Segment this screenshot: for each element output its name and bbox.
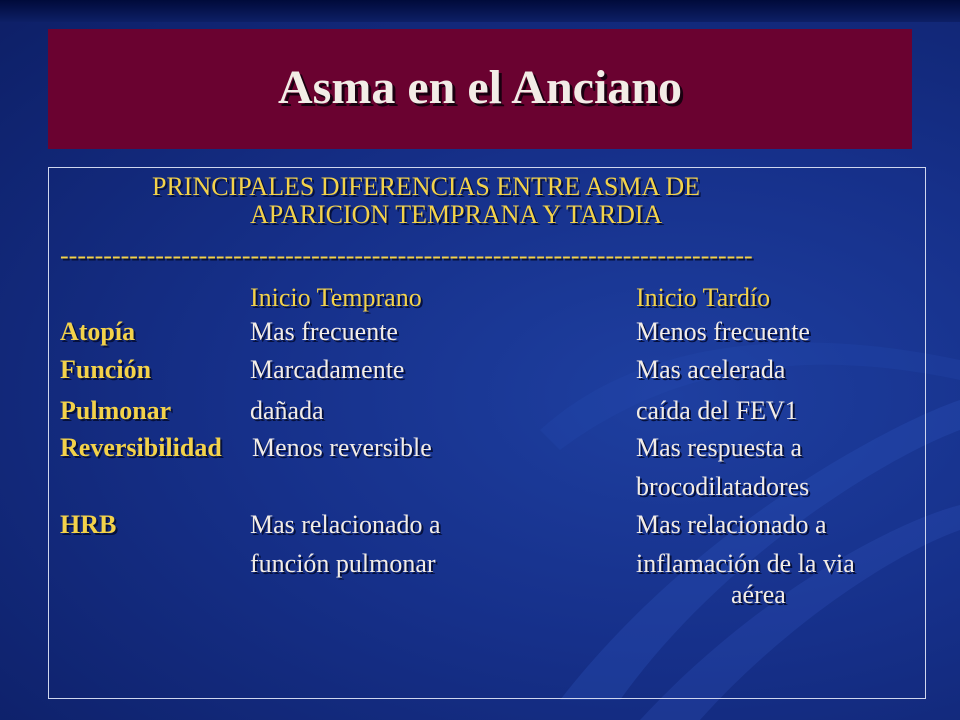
- cell-late: Mas relacionado a: [636, 510, 827, 539]
- column-header-early: Inicio Temprano: [250, 283, 422, 312]
- cell-early: Menos reversible: [252, 433, 432, 462]
- cell-late: Mas respuesta a: [636, 433, 803, 462]
- row-label-funcion: Función: [60, 355, 152, 384]
- subtitle: [140, 173, 840, 229]
- row-label-hrb: HRB: [60, 510, 117, 539]
- row-label-reversibilidad: Reversibilidad: [60, 433, 222, 462]
- column-header-late: Inicio Tardío: [636, 283, 771, 312]
- cell-early: Mas relacionado a: [250, 510, 441, 539]
- slide-title: Asma en el Anciano: [277, 61, 682, 114]
- cell-early: Mas frecuente: [250, 317, 398, 346]
- cell-early: función pulmonar: [250, 549, 436, 578]
- cell-late: caída del FEV1: [636, 396, 798, 425]
- cell-early: Marcadamente: [250, 355, 405, 384]
- cell-late: Mas acelerada: [636, 355, 786, 384]
- subtitle-line-1: PRINCIPALES DIFERENCIAS ENTRE ASMA DE: [152, 172, 701, 201]
- dashed-divider: --------------------------------------------------------------------------------: [60, 242, 753, 270]
- subtitle-line-2: APARICION TEMPRANA Y TARDIA: [250, 200, 663, 229]
- cell-early: dañada: [250, 396, 324, 425]
- cell-late: inflamación de la via: [636, 549, 855, 578]
- cell-late: Menos frecuente: [636, 317, 810, 346]
- row-label-pulmonar: Pulmonar: [60, 396, 172, 425]
- cell-late: brocodilatadores: [636, 472, 810, 501]
- cell-late: aérea: [731, 580, 786, 609]
- top-band: [0, 0, 960, 22]
- row-label-atopia: Atopía: [60, 317, 136, 346]
